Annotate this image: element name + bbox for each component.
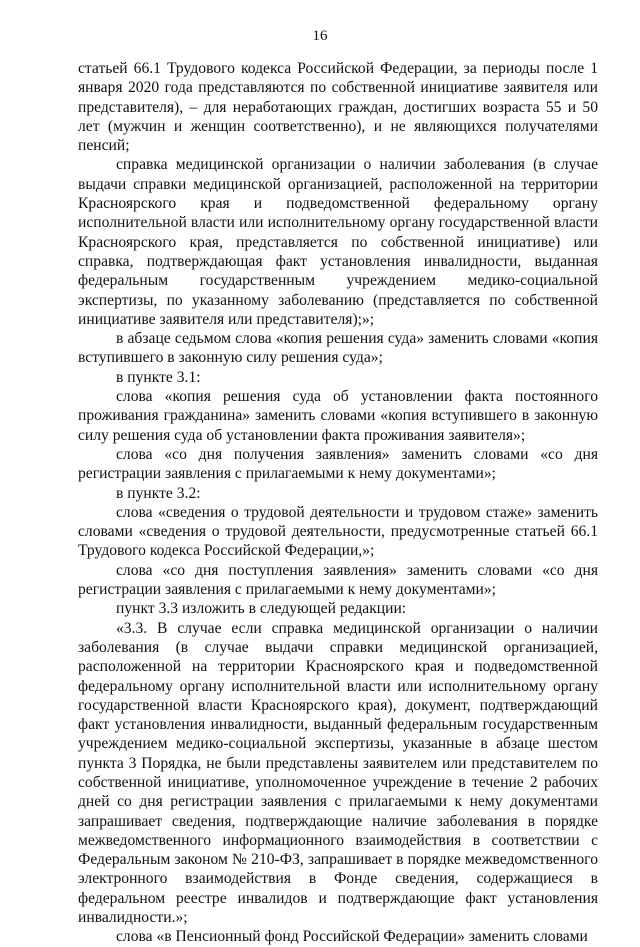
paragraph: пункт 3.3 изложить в следующей редакции: bbox=[116, 600, 407, 618]
paragraph: слова «со дня получения заявления» заменить словами «со дня регистрации заявления с прилагаемыми к нему документами»; bbox=[78, 445, 598, 483]
paragraph: слова «в Пенсионный фонд Российской Федерации» заменить словами bbox=[116, 928, 588, 946]
paragraph: статьей 66.1 Трудового кодекса Российской Федерации, за периоды после 1 января 2020 года представляются по собственной инициативе заявителя или представителя), – для неработающих граждан, достигших возраста 55 и 50 лет (мужчин и женщин соответственно), и не являющихся получателями пенсий; bbox=[78, 60, 598, 155]
paragraph: справка медицинской организации о наличии заболевания (в случае выдачи справки медицинской организацией, расположенной на территории Красноярского края и подведомственной федеральному органу исполнительной власти или исполнительному органу государственной власти Красноярского края, представляется по собственной инициативе) или справка, подтверждающая факт установления инвалидности, выданная федеральным государственным учреждением медико-социальной экспертизы, по указанному заболеванию (представляется по собственной инициативе заявителя или представителя);»; bbox=[78, 156, 598, 328]
document-body bbox=[78, 59, 598, 947]
paragraph: слова «со дня поступления заявления» заменить словами «со дня регистрации заявления с прилагаемыми к нему документами»; bbox=[78, 561, 598, 599]
paragraph: в абзаце седьмом слова «копия решения суда» заменить словами «копия вступившего в законную силу решения суда»; bbox=[78, 330, 598, 367]
paragraph: «3.3. В случае если справка медицинской организации о наличии заболевания (в случае выдачи справки медицинской организацией, расположенной на территории Красноярского края и подведомственной федеральному органу исполнительной власти или исполнительному органу государственной власти Красноярского края), документ, подтверждающий факт установления инвалидности, выданный федеральным государственным учреждением медико-социальной экспертизы, указанные в абзаце шестом пункта 3 Порядка, не были представлены заявителем или представителем по собственной инициативе, уполномоченное учреждение в течение 2 рабочих дней со дня регистрации заявления с прилагаемыми к нему документами запрашивает сведения, подтверждающие наличие заболевания в порядке межведомственного информационного взаимодействия в соответствии с Федеральным законом № 210-ФЗ, запрашивает в порядке межведомственного электронного взаимодействия в Фонде сведения, содержащиеся в федеральном реестре инвалидов и подтверждающие факт установления инвалидности.»; bbox=[78, 619, 598, 927]
page-number: 16 bbox=[312, 28, 328, 44]
paragraph: слова «копия решения суда об установлении факта постоянного проживания гражданина» заменить словами «копия вступившего в законную силу решения суда об установлении факта проживания заявителя»; bbox=[78, 388, 598, 444]
paragraph: слова «сведения о трудовой деятельности и трудовом стаже» заменить словами «сведения о трудовой деятельности, предусмотренные статьей 66.1 Трудового кодекса Российской Федерации,»; bbox=[78, 503, 598, 560]
paragraph: в пункте 3.1: bbox=[116, 368, 201, 386]
paragraph: в пункте 3.2: bbox=[116, 484, 201, 502]
